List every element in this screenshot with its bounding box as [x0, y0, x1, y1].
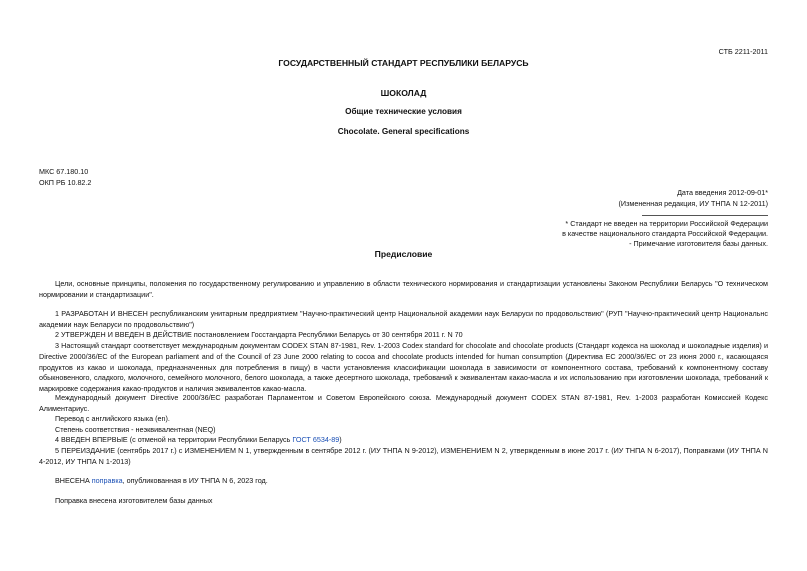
- preface-item-4: [39, 435, 768, 446]
- last-note: Поправка внесена изготовителем базы данных: [55, 496, 213, 505]
- footnote-line-3: - Примечание изготовителя базы данных.: [629, 239, 768, 248]
- preface-item-2: 2 УТВЕРЖДЕН И ВВЕДЕН В ДЕЙСТВИЕ постановлением Госстандарта Республики Беларусь от 30 сентября 2011 г. N 70: [55, 330, 463, 339]
- footnote-line-2: в качестве национального стандарта Российской Федерации.: [562, 229, 768, 238]
- preface-goals-paragraph: Цели, основные принципы, положения по государственному регулированию и управлению в области технического нормирования и стандартизации установлены Законом Республики Беларусь "О техническом нормировании и стандартизации".: [39, 279, 768, 299]
- preface-item-3-international: Международный документ Directive 2000/36/EC разработан Парламентом и Советом Европейского союза. Международный документ CODEX STAN 87-1981, Rev. 1-2003 разработан Комиссией Кодекс Алиментариус.: [39, 393, 768, 413]
- preface-item-5: 5 ПЕРЕИЗДАНИЕ (сентябрь 2017 г.) с ИЗМЕНЕНИЕМ N 1, утвержденным в сентябре 2012 г. (ИУ ТНПА N 9-2012), ИЗМЕНЕНИЕМ N 2, утвержденным в июне 2017 г. (ИУ ТНПА N 6-2017), Поправками (ИУ ТНПА N 4-2012, ИУ ТНПА N 1-2013): [39, 446, 768, 466]
- okp-code: ОКП РБ 10.82.2: [39, 178, 92, 187]
- preface-item-3: 3 Настоящий стандарт соответствует международным документам CODEX STAN 87-1981, Rev. 1-2003 Codex standard for chocolate and chocolate products (Стандарт кодекса на шоколад и шоколадные изделия) и Directive 2000/36/EC of the European parliament and of the Council of 23 June 2000 relating to cocoa and chocolate products intended for human consumption (Директива ЕС 2000/36/ЕС от 23 июня 2000 г., касающаяся продуктов из какао и шоколада, предназначенных для потребления в пищу) в части установления классификации шоколада в зависимости от компонентного состава, требований к компонентному составу обыкновенного, сладкого, молочного, семейного молочного, белого шоколада, а также десертного шоколада, требований к эквивалентам какао-масла и их использованию при изготовлении шоколада, требований к маркировке содержания какао-продуктов и наличия эквивалентов какао-масла.: [39, 341, 768, 394]
- doc-title: ШОКОЛАД: [380, 88, 427, 98]
- vnesena-paragraph: [39, 476, 768, 487]
- preface-item-3-degree: Степень соответствия - неэквивалентная (NEQ): [55, 425, 216, 434]
- preface-heading: Предисловие: [374, 249, 433, 259]
- doc-subtitle: Общие технические условия: [345, 107, 462, 116]
- gost-6534-89-link[interactable]: ГОСТ 6534-89: [292, 435, 340, 444]
- doc-number: СТБ 2211-2011: [718, 47, 768, 56]
- preface-item-4-end: ): [339, 435, 342, 444]
- edition-note: (Измененная редакция, ИУ ТНПА N 12-2011): [618, 199, 768, 208]
- vnesena-text-end: , опубликованная в ИУ ТНПА N 6, 2023 год.: [122, 476, 268, 485]
- preface-item-1: 1 РАЗРАБОТАН И ВНЕСЕН республиканским унитарным предприятием "Научно-практический центр Национальной академии наук Беларуси по продовольствию" (РУП "Научно-практический центр Национальнс академии наук Беларуси по продовольствию"): [39, 309, 768, 329]
- intro-date: Дата введения 2012-09-01*: [677, 188, 768, 197]
- footnote-divider: [642, 215, 768, 216]
- vnesena-text: ВНЕСЕНА: [55, 476, 92, 485]
- footnote-line-1: * Стандарт не введен на территории Российской Федерации: [565, 219, 768, 228]
- preface-item-4-text: 4 ВВЕДЕН ВПЕРВЫЕ (с отменой на территории Республики Беларусь: [55, 435, 293, 444]
- amendment-link[interactable]: поправка: [91, 476, 123, 485]
- mks-code: МКС 67.180.10: [39, 167, 89, 176]
- state-standard-heading: ГОСУДАРСТВЕННЫЙ СТАНДАРТ РЕСПУБЛИКИ БЕЛАРУСЬ: [278, 58, 529, 68]
- preface-item-3-translation: Перевод с английского языка (en).: [55, 414, 170, 423]
- doc-title-en: Chocolate. General specifications: [337, 127, 470, 136]
